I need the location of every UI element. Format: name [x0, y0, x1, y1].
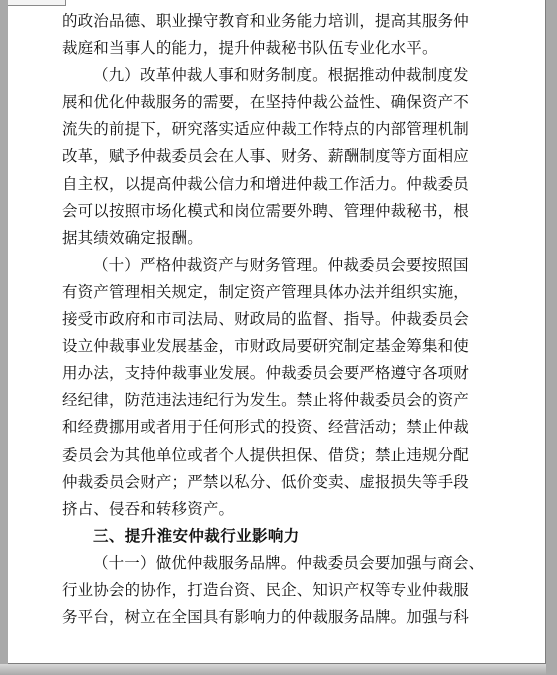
paragraph-line-12: 接受市政府和市司法局、财政局的监督、指导。仲裁委员会 — [62, 310, 469, 329]
paragraph-line-14: 用办法，支持仲裁事业发展。仲裁委员会要严格遵守各项财 — [62, 364, 469, 383]
paragraph-line-2: 裁庭和当事人的能力，提升仲裁秘书队伍专业化水平。 — [62, 39, 438, 58]
paragraph-line-16: 和经费挪用或者用于任何形式的投资、经营活动；禁止仲裁 — [62, 418, 469, 437]
paragraph-line-7: 自主权，以提高仲裁公信力和增进仲裁工作活力。仲裁委员 — [62, 174, 469, 193]
paragraph-line-1: 的政治品德、职业操守教育和业务能力培训，提高其服务仲 — [62, 12, 469, 30]
paragraph-line-17: 委员会为其他单位或者个人提供担保、借贷；禁止违规分配 — [62, 445, 469, 464]
paragraph-line-11: 有资产管理相关规定，制定资产管理具体办法并组织实施， — [62, 282, 469, 301]
page-tab-marker — [8, 0, 66, 6]
subsection-heading-11: （十一）做优仲裁服务品牌。仲裁委员会要加强与商会、 — [93, 553, 485, 572]
document-body — [62, 8, 485, 631]
paragraph-line-19: 挤占、侵吞和转移资产。 — [62, 499, 235, 518]
paragraph-line-4: 展和优化仲裁服务的需要，在坚持仲裁公益性、确保资产不 — [62, 93, 469, 112]
section-heading-3: 三、提升淮安仲裁行业影响力 — [93, 526, 300, 545]
paragraph-line-9: 据其绩效确定报酬。 — [62, 228, 203, 247]
paragraph-line-22: 行业协会的协作，打造台资、民企、知识产权等专业仲裁服 — [62, 580, 469, 599]
page-bottom-shadow — [0, 664, 546, 675]
paragraph-line-13: 设立仲裁事业发展基金，市财政局要研究制定基金筹集和使 — [62, 337, 469, 356]
subsection-heading-9: （九）改革仲裁人事和财务制度。根据推动仲裁制度发 — [93, 66, 469, 85]
document-page — [8, 0, 546, 664]
paragraph-line-15: 经纪律，防范违法违纪行为发生。禁止将仲裁委员会的资产 — [62, 391, 469, 410]
paragraph-line-5: 流失的前提下，研究落实适应仲裁工作特点的内部管理机制 — [62, 120, 469, 139]
paragraph-line-18: 仲裁委员会财产；严禁以私分、低价变卖、虚报损失等手段 — [62, 472, 469, 491]
paragraph-line-23: 务平台，树立在全国具有影响力的仲裁服务品牌。加强与科 — [62, 608, 469, 627]
paragraph-line-6: 改革，赋予仲裁委员会在人事、财务、薪酬制度等方面相应 — [62, 147, 469, 166]
subsection-heading-10: （十）严格仲裁资产与财务管理。仲裁委员会要按照国 — [93, 255, 469, 274]
paragraph-line-8: 会可以按照市场化模式和岗位需要外聘、管理仲裁秘书，根 — [62, 201, 469, 220]
